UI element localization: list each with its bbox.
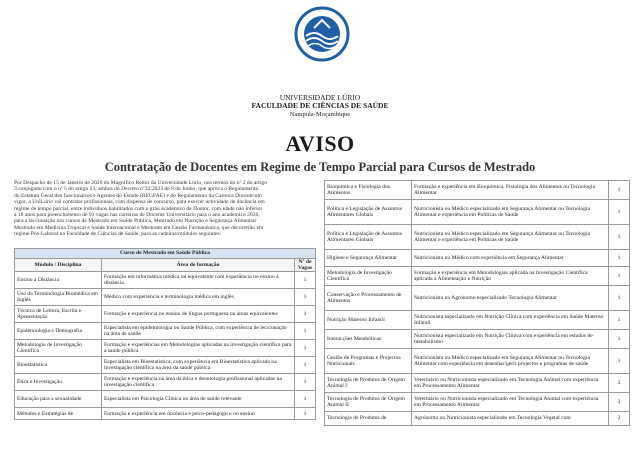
module-cell: Bioestatística [15, 357, 102, 374]
module-cell: Métodos e Estratégias de [15, 408, 102, 420]
vagas-cell: 1 [609, 225, 630, 250]
area-cell: Veterinário ou Nutricionista especializado em Tecnologia Animal com experiência em Processamento Alimentar [412, 393, 609, 412]
intro-line: do Estatuto Geral dos funcionários e Agentes do Estado (REGFAE) e do Regulamento da Carreira Docente em [14, 192, 262, 199]
vagas-cell: 1 [609, 267, 630, 286]
area-cell: Nutricionista especializado em Nutrição Clínica com experiência em estudos de metabolismo [412, 330, 609, 349]
area-cell: Agrónomo ou Nutricionista especializado em Tecnologia Vegetal com [412, 412, 609, 426]
institution-name: UNIVERSIDADE LÚRIO [279, 93, 361, 102]
table-row [325, 250, 630, 267]
table-row [325, 374, 630, 393]
page-bottom-edge [0, 462, 640, 470]
table-row [325, 393, 630, 412]
table-row [15, 391, 316, 408]
intro-line: regime Pós-Laboral na Faculdade de Ciências de Saúde, para as cadeiras/módulos seguintes: [14, 231, 222, 238]
module-cell: Tecnologia de Produtos de [325, 412, 412, 426]
table-row [15, 340, 316, 357]
module-cell: Metodologia de Investigação Científica [325, 267, 412, 286]
module-cell: Nutrição Materno Infantil [325, 311, 412, 330]
module-cell: Interacções Metabólicas [325, 330, 412, 349]
intro-line: Por Despacho de 15 de Janeiro de 2026 do Magnífico Reitor da Universidade Lúrio, nos termos do nº 2 do artigo [14, 180, 267, 186]
area-cell: Especialista em epidemiologia ou Saúde Pública, com experiência de leccionação na área de saúde [102, 323, 295, 340]
vagas-cell: 1 [609, 311, 630, 330]
module-cell: Epidemiologia e Demografia [15, 323, 102, 340]
module-cell: Bioquímica e Fisiologia dos Alimentos [325, 181, 412, 200]
area-cell: Médico com experiência e terminologia médica em inglês [102, 289, 295, 306]
intro-line: vigor, a UniLúrio vai contratar profissionais, com dispensa de concurso, para exercer actividade de docência em [14, 199, 265, 206]
area-cell: Formação e experiência na área da ética e deontologia profissional aplicadas na investigação científica [102, 374, 295, 391]
vagas-cell: 1 [295, 323, 316, 340]
faculty-name: FACULDADE DE CIÊNCIAS DE SAÚDE [251, 101, 389, 110]
intro-line: para a leccionação nos cursos de Mestrado em Saúde Pública, Mestrado em Nutrição e Segurança Alimentar [14, 218, 257, 225]
table-row [325, 349, 630, 374]
column-header-area: Área de formação [102, 259, 295, 272]
table-row [325, 311, 630, 330]
table-row [325, 412, 630, 426]
course-header: Curso de Mestrado em Saúde Pública [15, 249, 316, 259]
area-cell: Formação e experiência em docência e psico-pedagógico no ensino [102, 408, 295, 420]
area-cell: Nutricionista ou Médico especializado em Segurança Alimentar ou Tecnologia Alimentar e experiência em Políticas de Saúde [412, 225, 609, 250]
vagas-cell: 1 [295, 272, 316, 289]
intro-paragraph [14, 180, 314, 238]
module-cell: Uso da Terminologia Biomédica em Inglês [15, 289, 102, 306]
intro-line: a 18 anos para preenchimento de 91 vagas nas carreiras de Docente Universitário para o ano académico 2026, [14, 212, 260, 219]
module-cell: Ética e Investigação [15, 374, 102, 391]
module-cell: Técnica de Leitura, Escrita e Apresentação [15, 306, 102, 323]
university-logo [294, 6, 350, 62]
module-cell: Metodologia de Investigação Científica [15, 340, 102, 357]
vagas-cell: 1 [609, 349, 630, 374]
module-cell: Educação para a sexualidade [15, 391, 102, 408]
vagas-cell: 1 [609, 181, 630, 200]
intro-line: Mestrado em Medicina Tropical e Saúde Internacional e Mestrado em Gestão Farmacêutica, que decorrerão em [14, 224, 264, 231]
table-row [325, 181, 630, 200]
vagas-cell: 1 [295, 340, 316, 357]
area-cell: Nutricionista especializado em Nutrição Clínica com experiência em Saúde Materno Infantil [412, 311, 609, 330]
table-row [325, 330, 630, 349]
area-cell: Formação e experiência em Metodologias aplicada na Investigação Científica aplicada a Alimentação e Nutrição [412, 267, 609, 286]
table-row [325, 225, 630, 250]
vagas-cell: 1 [295, 306, 316, 323]
module-cell: Gestão de Programas e Projectos Nutricionais [325, 349, 412, 374]
vagas-cell: 1 [295, 357, 316, 374]
module-cell: Conservação e Processamento de Alimentos [325, 286, 412, 311]
area-cell: Formação e experiência em Bioquímica, Fisiologia dos Alimentos ou Tecnologia Alimentar [412, 181, 609, 200]
table-row [15, 374, 316, 391]
vagas-cell: 2 [609, 412, 630, 426]
vagas-cell: 1 [609, 286, 630, 311]
right-vacancy-table [324, 180, 630, 426]
module-cell: Tecnologia de Produtos de Origem Animal I [325, 374, 412, 393]
vagas-cell: 1 [295, 289, 316, 306]
module-cell: Política e Legislação de Assuntos Alimentares Globais [325, 225, 412, 250]
left-vacancy-table [14, 248, 316, 420]
intro-line: regime de tempo parcial, entre indivíduos habilitados com o grau académico de Doutor, com idade não inferior [14, 205, 263, 212]
area-cell: Formação e experiências em Metodologias aplicadas na investigação científica para a saúde pública [102, 340, 295, 357]
table-row [15, 289, 316, 306]
vagas-cell: 1 [295, 391, 316, 408]
area-cell: Formação e experiência no ensino de língua portuguesa ou áreas equivalentes [102, 306, 295, 323]
column-header-module: Módulo / Disciplina [15, 259, 102, 272]
module-cell: Ensino à Distância [15, 272, 102, 289]
module-cell: Higiene e Segurança Alimentar [325, 250, 412, 267]
vagas-cell: 1 [609, 200, 630, 225]
area-cell: Veterinário ou Nutricionista especializado em Tecnologia Animal com experiência em Processamento Alimentar [412, 374, 609, 393]
vagas-cell: 1 [295, 408, 316, 420]
column-header-vagas: Nº de Vagas [295, 259, 316, 272]
area-cell: Nutricionista ou Médico especializado em Segurança Alimentar ou Tecnologia Alimentar e experiência em Políticas de Saúde [412, 200, 609, 225]
area-cell: Especialista em Psicologia Clínica ou área de saúde relevante [102, 391, 295, 408]
area-cell: Nutricionista ou Médico especializado em Segurança Alimentar ou Tecnologia Alimentar com experiência em desenhar/gerir projectos e programas de saúde [412, 349, 609, 374]
area-cell: Formação em informática médica ou equivalente com experiência no ensino à distância [102, 272, 295, 289]
table-row [15, 272, 316, 289]
vagas-cell: 1 [295, 374, 316, 391]
module-cell: Tecnologia de Produtos de Origem Animal II [325, 393, 412, 412]
table-row [325, 267, 630, 286]
vagas-cell: 1 [609, 250, 630, 267]
vagas-cell: 3 [609, 374, 630, 393]
page-title: AVISO [285, 131, 355, 156]
vagas-cell: 3 [609, 393, 630, 412]
table-row [15, 408, 316, 420]
vagas-cell: 1 [609, 330, 630, 349]
table-row [15, 323, 316, 340]
table-row [15, 306, 316, 323]
page-subtitle: Contratação de Docentes em Regime de Tempo Parcial para Cursos de Mestrado [104, 160, 536, 174]
area-cell: Especialista em Bioestatística, com experiência em Bioestatística aplicada na investigação científica na área da saúde pública [102, 357, 295, 374]
table-row [15, 357, 316, 374]
module-cell: Política e Legislação de Assuntos Alimentares Globais [325, 200, 412, 225]
table-row [325, 286, 630, 311]
location: Nampula-Moçambique [289, 111, 351, 118]
area-cell: Nutricionista ou Médico com experiência em Segurança Alimentar [412, 250, 609, 267]
table-row [325, 200, 630, 225]
area-cell: Nutricionista ou Agrónomo especializado Tecnologia Alimentar [412, 286, 609, 311]
intro-line: 3 conjugado com o nº 5 do artigo 23, ambos do Decreto nº32/2023 de 8 de Junho, que aprova o Regulamento [14, 186, 259, 193]
